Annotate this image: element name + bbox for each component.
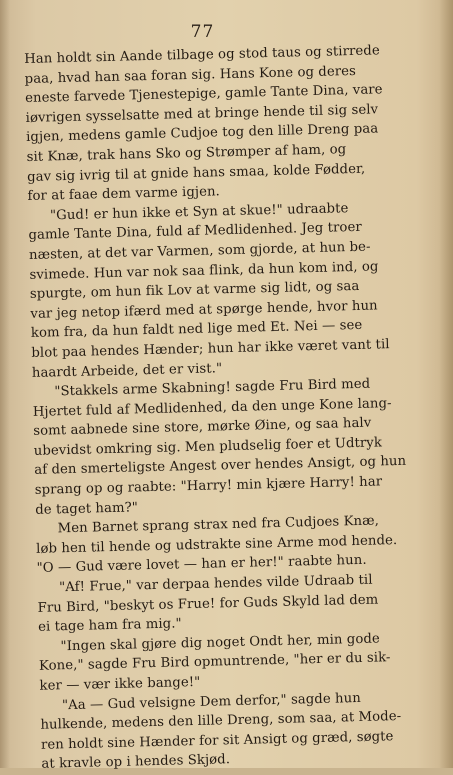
body-text bbox=[24, 41, 426, 775]
page-shadow-right bbox=[439, 0, 453, 768]
text-line: at kravle op i hendes Skjød. bbox=[41, 752, 231, 773]
text-line: paa, hvad han saa foran sig. Hans Kone og deres bbox=[24, 63, 357, 87]
text-line: løb hen til hende og udstrakte sine Arme mod hende. bbox=[36, 532, 398, 557]
text-line: næsten, at det var Varmen, som gjorde, at hun be- bbox=[28, 239, 371, 263]
text-line: "Gud! er hun ikke et Syn at skue!" udraabte bbox=[49, 200, 349, 224]
text-line: ubevidst omkring sig. Men pludselig foer et Udtryk bbox=[33, 435, 383, 459]
text-line: af den smerteligste Angest over hendes Ansigt, og hun bbox=[34, 454, 407, 479]
text-line: spurgte, om hun fik Lov at varme sig lidt, og saa bbox=[29, 279, 360, 303]
text-line: gav sig ivrig til at gnide hans smaa, kolde Fødder, bbox=[26, 161, 366, 185]
text-line: haardt Arbeide, det er vist." bbox=[31, 360, 223, 381]
text-line: "Aa — Gud velsigne Dem derfor," sagde hun bbox=[61, 690, 362, 713]
text-line: somt aabnede sine store, mørke Øine, og saa halv bbox=[33, 415, 372, 440]
text-line: Hjertet fuld af Medlidenhed, da den unge Kone lang- bbox=[32, 395, 392, 420]
text-line: "Ingen skal gjøre dig noget Ondt her, min gode bbox=[60, 631, 381, 655]
text-line: sprang op og raabte: "Harry! min kjære Harry! har bbox=[34, 474, 383, 498]
text-line: kom fra, da hun faldt ned lige med Et. Nei — see bbox=[30, 318, 363, 342]
text-line: sit Knæ, trak hans Sko og Strømper af ham, og bbox=[26, 142, 347, 165]
text-line: "Stakkels arme Skabning! sagde Fru Bird med bbox=[54, 376, 371, 400]
text-line: ei tage ham fra mig." bbox=[37, 616, 182, 636]
text-line: Han holdt sin Aande tilbage og stod taus og stirrede bbox=[24, 43, 380, 67]
page-shadow-left bbox=[0, 0, 10, 768]
text-line: de taget ham?" bbox=[35, 500, 139, 518]
text-line: "O — Gud være lovet — han er her!" raabte hun. bbox=[36, 553, 367, 577]
text-line: iøvrigen sysselsatte med at bringe hende til sig selv bbox=[25, 102, 379, 126]
text-line: var jeg netop ifærd med at spørge hende, hvor hun bbox=[30, 298, 378, 322]
text-line: hulkende, medens den lille Dreng, som saa, at Mode- bbox=[40, 709, 402, 733]
text-line: blot paa hendes Hænder; hun har ikke været vant til bbox=[31, 337, 390, 361]
text-line: ren holdt sine Hænder for sit Ansigt og græd, søgte bbox=[40, 728, 394, 753]
text-line: Fru Bird, "beskyt os Frue! for Guds Skyld lad dem bbox=[37, 592, 379, 616]
text-line: eneste farvede Tjenestepige, gamle Tante Dina, vare bbox=[25, 82, 383, 107]
text-line: Men Barnet sprang strax ned fra Cudjoes Knæ, bbox=[57, 513, 380, 537]
page-number: 77 bbox=[190, 22, 215, 42]
text-line: svimede. Hun var nok saa flink, da hun kom ind, og bbox=[29, 258, 379, 283]
text-line: igjen, medens gamle Cudjoe tog den lille Dreng paa bbox=[25, 121, 379, 146]
text-line: for at faae dem varme igjen. bbox=[27, 184, 221, 205]
text-line: "Af! Frue," var derpaa hendes vilde Udraab til bbox=[58, 572, 373, 596]
text-line: ker — vær ikke bange!" bbox=[39, 674, 201, 694]
text-line: Kone," sagde Fru Bird opmuntrende, "her er du sik- bbox=[38, 650, 391, 675]
text-line: gamle Tante Dina, fuld af Medlidenhed. Jeg troer bbox=[28, 220, 362, 244]
